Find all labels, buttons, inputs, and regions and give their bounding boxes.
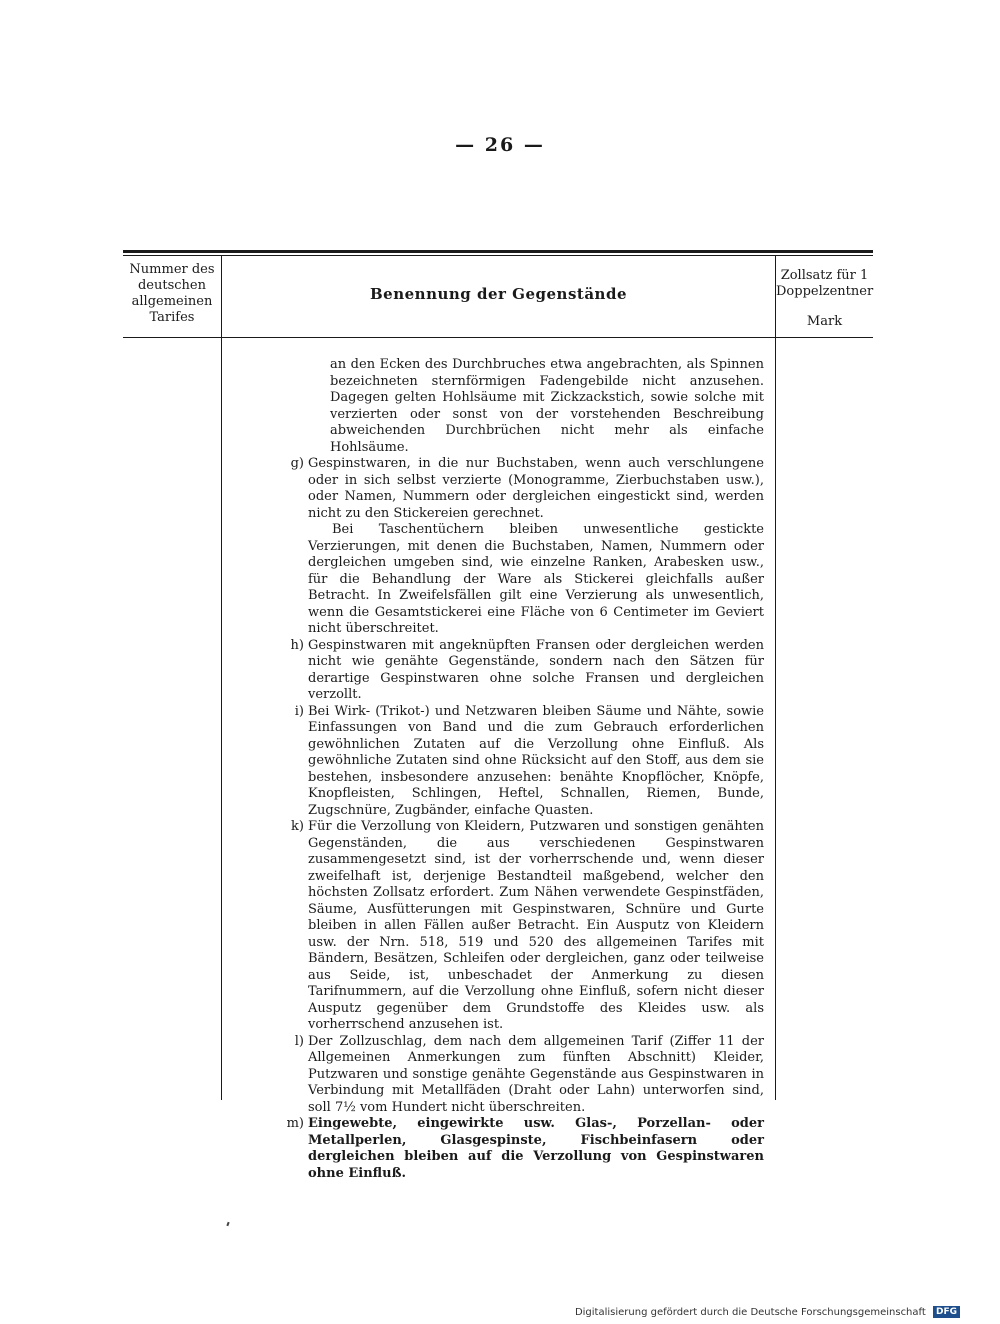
paragraph-label: m) — [286, 1116, 304, 1131]
paragraph — [286, 819, 764, 1034]
paragraph — [286, 456, 764, 522]
paragraph-text: Für die Verzollung von Kleidern, Putzwaren und sonstigen genähten Gegenständen, die aus verschiedenen Gespinstwaren zusammengesetzt sind, ist der vorherrschende und, wenn dieser zweifelhaft ist, derjenige Bestandteil maßgebend, welcher den höchsten Zollsatz erfordert. Zum Nähen verwendete Gespinstfäden, Säume, Ausfütterungen mit Gespinstwaren, Schnüre und Gurte bleiben in allen Fällen außer Betracht. Ein Ausputz von Kleidern usw. der Nrn. 518, 519 und 520 des allgemeinen Tarifes mit Bändern, Besätzen, Schleifen oder dergleichen, ganz oder teilweise aus Seide, ist, unbeschadet der Anmerkung zu diesen Tarifnummern, auf die Verzollung ohne Einfluß, sofern nicht dieser Ausputz gegenüber dem Grundstoffe des Kleides usw. als vorherrschend anzusehen ist. — [308, 819, 764, 1032]
paragraph — [286, 704, 764, 820]
paragraph — [286, 638, 764, 704]
paragraph-label: k) — [291, 819, 304, 834]
header-duty-rate-unit: Mark — [806, 314, 843, 329]
table-top-rule — [123, 250, 873, 253]
paragraph-text: Der Zollzuschlag, dem nach dem allgemeinen Tarif (Ziffer 11 der Allgemeinen Anmerkungen zum fünften Abschnitt) Kleider, Putzwaren und sonstige genähte Gegenstände aus Gespinstwaren in Verbindung mit Metallfäden (Draht oder Lahn) unterworfen sind, soll 7½ vom Hundert nicht überschreiten. — [308, 1033, 764, 1115]
paragraph-label: g) — [290, 456, 304, 471]
column-divider-left — [221, 256, 222, 1100]
paragraph — [286, 1034, 764, 1117]
header-duty-rate — [776, 268, 873, 330]
dfg-logo-icon: DFG — [933, 1306, 960, 1318]
header-duty-rate-label: Zollsatz für 1 Doppelzentner — [776, 268, 874, 299]
paragraph-text: Gespinstwaren, in die nur Buchstaben, wenn auch verschlungene oder in sich selbst verzierte (Monogramme, Zierbuchstaben usw.), oder Namen, Nummern oder dergleichen eingestickt sind, werden nicht zu den Stickereien gerechnet. — [308, 456, 764, 521]
paragraph — [286, 357, 764, 456]
footer-credit: Digitalisierung gefördert durch die Deutsche Forschungsgemeinschaft — [574, 1307, 926, 1318]
paragraph-label: i) — [294, 703, 304, 719]
paragraph-text: an den Ecken des Durchbruches etwa angebrachten, als Spinnen bezeichneten sternförmigen Fadengebilde nicht anzusehen. Dagegen gelten Hohlsäume mit Zickzackstich, sowie solche mit verzierten oder sonst von der vorstehenden Beschreibung abweichenden Durchbrüchen nicht mehr als einfache Hohlsäume. — [330, 357, 764, 455]
body-text — [286, 357, 764, 1182]
paragraph-label — [286, 357, 308, 456]
paragraph — [286, 1116, 764, 1182]
paragraph-text: Bei Wirk- (Trikot-) und Netzwaren bleiben Säume und Nähte, sowie Einfassungen von Band und die zum Gebrauch erforderlichen gewöhnlichen Zutaten auf die Verzollung ohne Einfluß. Als gewöhnliche Zutaten sind ohne Rücksicht auf den Stoff, aus dem sie bestehen, insbesondere anzusehen: benähte Knopflöcher, Knöpfe, Knopfleisten, Schlingen, Heftel, Schnallen, Riemen, Bunde, Zugschnüre, Zugbänder, einfache Quasten. — [308, 703, 764, 818]
header-item-description: Benennung der Gegenstände — [370, 285, 627, 303]
table-header-rule — [123, 337, 873, 338]
paragraph — [286, 522, 764, 638]
paragraph-label — [286, 522, 308, 638]
column-divider-right — [775, 256, 776, 1100]
paragraph-text: Gespinstwaren mit angeknüpften Fransen oder dergleichen werden nicht wie genähte Gegenstände, sondern nach den Sätzen für derartige Gespinstwaren ohne solche Fransen und dergleichen verzollt. — [308, 637, 764, 702]
scan-mark — [226, 1222, 229, 1226]
table-top-rule-thin — [123, 255, 873, 256]
paragraph-label: h) — [290, 637, 304, 653]
paragraph-label: l) — [294, 1033, 304, 1049]
paragraph-text: Bei Taschentüchern bleiben unwesentliche gestickte Verzierungen, mit denen die Buchstaben, Namen, Nummern oder dergleichen umgeben sind, wie einzelne Ranken, Arabesken usw., für die Behandlung der Ware als Stickerei gleichfalls außer Betracht. In Zweifelsfällen gilt eine Verzierung als unwesentlich, wenn die Gesamtstickerei eine Fläche von 6 Centimeter im Geviert nicht überschreitet. — [308, 522, 764, 636]
footer — [575, 1306, 960, 1318]
header-tariff-number: Nummer des deutschen allgemeinen Tarifes — [129, 262, 215, 325]
page-number: — 26 — — [455, 134, 545, 156]
paragraph-text: Eingewebte, eingewirkte usw. Glas-, Porzellan- oder Metallperlen, Glasgespinste, Fischbeinfasern oder dergleichen bleiben auf die Verzollung von Gespinstwaren ohne Einfluß. — [308, 1116, 764, 1181]
